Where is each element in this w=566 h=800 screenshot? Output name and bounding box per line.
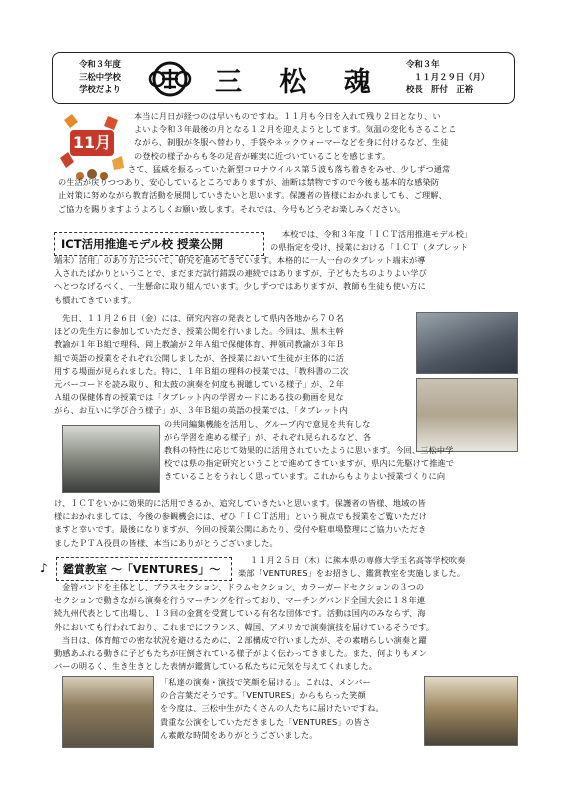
ict-line: ますと幸いです。最後になりますが、今回の授業公開にあたり、受付や駐車場整理にご協力いただき <box>54 524 427 535</box>
intro-line: 止対策に努めながら教育活動を展開していきたいと思います。保護者の皆様におかれましても、ご理解、 <box>58 190 447 201</box>
ict-text-mid <box>54 312 414 418</box>
header-left <box>60 58 140 96</box>
ict-line: 用する場面が見られました。特に、１年Ｂ組の理科の授業では、「教科書の二次 <box>54 365 349 376</box>
ventures-line: １１月２５日（木）に熊本県の専修大学玉名高等学校吹奏 <box>250 555 466 565</box>
ict-line: の県指定を受け、授業における「ＩＣＴ（タブレット <box>270 242 469 253</box>
ventures-line: 金管バンドを主体とし、ブラスセクション、ドラムセクション、カラーガードセクションの３つの <box>62 582 425 592</box>
ict-line: 校では県の指定研究ということで進めてきていますが、県内に先駆けて推進で <box>164 458 455 469</box>
header-left-line: 令和３年度 <box>79 59 121 69</box>
header-right-line: １１月２９日（月） <box>414 71 490 82</box>
ict-line: Ａ組の保健体育の授業では「タブレット内の学習カードにある技の動画を見な <box>54 392 344 403</box>
ict-text-bottom <box>54 497 520 550</box>
ict-line: の共同編集機能を活用し、グループ内で意見を共有しな <box>164 419 371 429</box>
ict-line: がら学習を進める様子」が、それぞれ見られるなど、各 <box>164 432 372 443</box>
ict-line: 端末）活用」のあり方について、研究を進めてきています。本格的に一人一台のタブレット端末が導 <box>54 255 426 265</box>
ict-line: がら、お互いに学び合う様子」が、３年Ｂ組の英語の授業では、「タブレット内 <box>54 405 348 416</box>
ventures-line: セクションで動きながら演奏を行うマーチングを行っており、マーチングバンド全国大会に１８年連 <box>54 595 426 606</box>
ventures-text-mid <box>54 581 520 673</box>
ict-line: 入されたばかりということで、まだまだ試行錯誤の連続ではありますが、子どもたちのよりよい学び <box>54 268 427 279</box>
header-right-line: 令和３年 <box>406 59 440 69</box>
intro-line: の生活が戻りつつあり、安心しているところでありますが、油断は禁物ですので今後も基本的な感染防 <box>58 177 440 188</box>
ict-line: も慣れてきています。 <box>54 294 137 305</box>
ict-line: ましたＰＴＡ役員の皆様、本当にありがとうございました。 <box>54 537 278 548</box>
ventures-line: 外においても行われており、これまでにフランス、韓国、アメリカで演奏演技を届けているそうです。 <box>54 621 434 632</box>
ventures-text-top <box>238 554 520 580</box>
intro-line: よいよ令和３年最後の月となる１２月を迎えようとしてます。気温の変化もさることこ <box>134 124 457 135</box>
ventures-line: 楽部「VENTURES」をお招きし、鑑賞教室を実施しました。 <box>238 568 466 579</box>
ventures-line: 当日は、体育館での密な状況を避けるために、２部構成で行いましたが、その素晴らしい演奏と躍 <box>62 634 427 645</box>
school-emblem-icon <box>148 59 192 99</box>
header-right-line: 校長 肝付 正裕 <box>406 84 473 94</box>
ventures-line: ん素敵な時間をありがとうございました。 <box>160 729 318 740</box>
ict-line: へとつなげるべく、一生懸命に取り組んでいます。少しずつではありますが、教師も生徒も使い方に <box>54 281 426 292</box>
ict-text-side-2 <box>164 444 518 484</box>
photo-pe-class <box>416 378 518 452</box>
ventures-line: を今度は、三松中生がたくさんの人たちに届けたいですね。 <box>160 703 384 714</box>
ventures-line: バーの明るく、生き生きとした表情が鑑賞している私たちに元気を与えてくれました。 <box>54 661 378 672</box>
header-left-line: 学校だより <box>79 84 121 94</box>
ict-line: 教諭が１年Ｂ組で理科、岡上教諭が２年Ａ組で保健体育、押領司教諭が３年Ｂ <box>54 339 345 350</box>
ict-line: 本校では、令和３年度「ＩＣＴ活用推進モデル校」 <box>282 229 473 239</box>
intro-line: さて、猛威を振るっていた新型コロナウイルス第５波も落ち着きをみせ、少しずつ通常 <box>128 164 451 174</box>
intro-text <box>134 110 518 163</box>
ventures-line: 貴重な公演をしていただきました「VENTURES」の皆さ <box>160 716 371 727</box>
ict-line: 組で英語の授業をそれぞれ公開しましたが、各授業において生徒が主体的に活 <box>54 352 345 363</box>
section-title-ict: ICT活用推進モデル校 授業公開 <box>54 232 264 256</box>
ventures-text-side <box>160 676 422 742</box>
photo-ventures-stage <box>62 676 154 748</box>
ict-line: ほどの先生方に参加していただき、授業公開を行いました。今回は、黒木主幹 <box>54 326 344 337</box>
ict-text-side <box>164 418 416 444</box>
header-left-line: 三松中学校 <box>79 71 121 82</box>
ict-line: きていることをうれしく思っています。これからもよりよい授業づくりに向 <box>164 471 446 482</box>
section-title-ventures-text: 鑑賞教室 〜「VENTURES」〜 <box>63 563 221 576</box>
ict-text-top-2 <box>54 254 520 307</box>
ventures-line: の合言葉だそうです。「VENTURES」からもらった笑顔 <box>160 690 366 701</box>
intro-line: ご協力を賜りますようよろしくお願い致します。それでは、今号もどうぞお楽しみください。 <box>58 203 406 214</box>
ict-line: 教科の特性に応じて効果的に活用されていたように思います。今回、三松中学 <box>164 445 454 455</box>
ventures-line: 続九州代表として出場し、１３回の金賞を受賞している有名な団体です。活動は国内のみならず、海 <box>54 608 426 619</box>
month-badge: 11月 <box>70 130 114 156</box>
page-title: 三 松 魂 <box>215 67 385 98</box>
music-note-icon: ♪ <box>40 561 48 575</box>
header-right <box>402 58 512 96</box>
section-title-ventures <box>56 557 232 581</box>
ventures-line: 「私達の演奏・演技で笑顔を届ける」。これは、メンバー <box>160 677 371 687</box>
photo-science-class <box>416 312 518 374</box>
ict-line: 先日、１１月２６日（金）には、研究内容の発表として県内各地から７０名 <box>62 313 344 323</box>
photo-ventures-performance <box>424 676 518 746</box>
ventures-line: 動感あふれる動きに子どもたちが圧倒されている様子がよく伝わってきました。また、何よりもメン <box>54 648 427 659</box>
ict-line: け、ＩＣＴをいかに効果的に活用できるか、追究していきたいと思います。保護者の皆様、地域の皆 <box>54 498 426 508</box>
ict-line: 様におかれましては、今後の参観機会には、ぜひ「ＩＣＴ活用」という視点でも授業をご覧いただけ <box>54 511 427 522</box>
ict-text-top <box>270 228 520 254</box>
intro-line: の登校の様子からも冬の足音が確実に近づいていることを感じます。 <box>134 150 391 161</box>
ict-line: 元バーコードを読み取り、和太鼓の演奏を何度も視聴している様子」が、２年 <box>54 379 345 390</box>
photo-english-class <box>62 425 160 493</box>
intro-line: 本当に月日が経つのは早いものですね。１１月も今日を入れて残り２日となり、い <box>134 111 441 121</box>
intro-text-2 <box>58 163 518 216</box>
intro-line: ながら、制服が冬服へ替わり、手袋やネックウォーマーなどを身に付けるなど、生徒 <box>134 137 449 148</box>
